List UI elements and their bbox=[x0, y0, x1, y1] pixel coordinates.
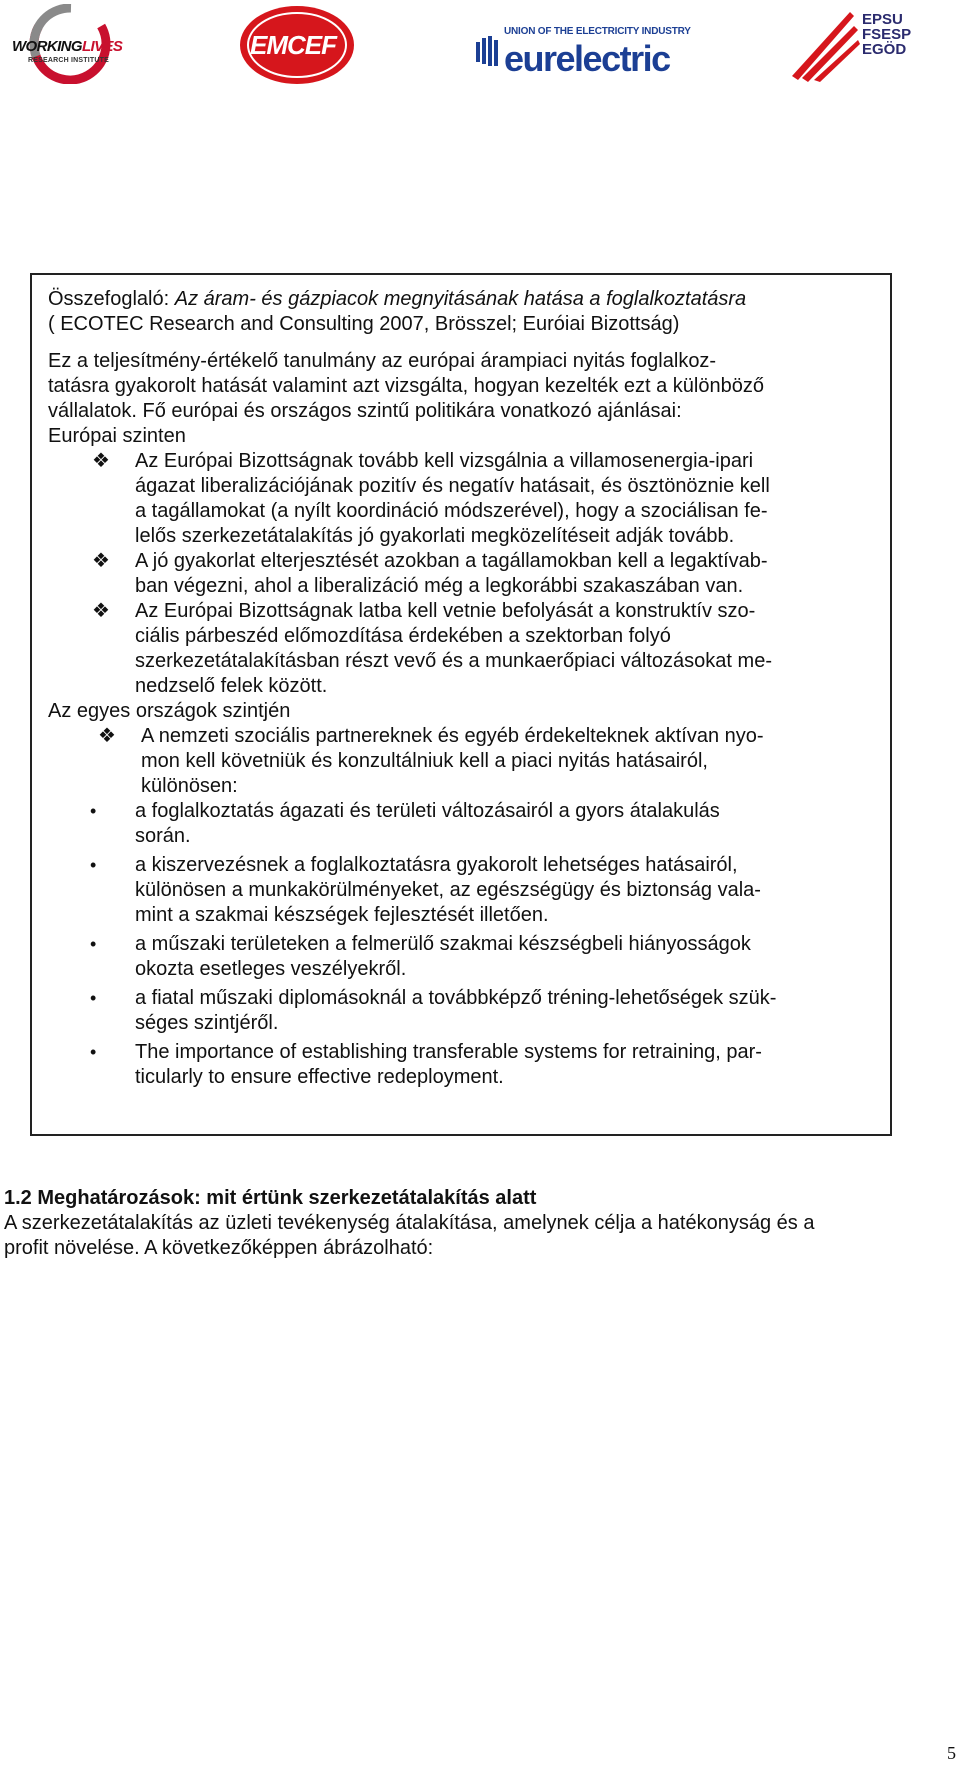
definitions-section bbox=[4, 1186, 958, 1261]
summary-intro-line: vállalatok. Fő európai és országos szintű politikára vonatkozó ajánlásai: bbox=[48, 400, 682, 422]
summary-intro-line: Ez a teljesítmény-értékelő tanulmány az európai árampiaci nyitás foglalkoz- bbox=[48, 350, 717, 372]
diamond-bullet-icon: ❖ bbox=[92, 550, 110, 572]
eurelectric-stars-icon bbox=[474, 36, 504, 76]
section-body-line: A szerkezetátalakítás az üzleti tevékenység átalakítása, amelynek célja a hatékonyság és a bbox=[4, 1212, 815, 1234]
diamond-bullet-icon: ❖ bbox=[92, 450, 110, 472]
epsu-logo bbox=[788, 4, 948, 84]
national-level-heading: Az egyes országok szintjén bbox=[48, 700, 291, 722]
summary-title: Összefoglaló: Az áram- és gázpiacok megnyitásának hatása a foglalkoztatásra bbox=[48, 288, 747, 310]
bullet-icon: • bbox=[90, 855, 97, 875]
epsu-swoosh-icon bbox=[788, 4, 862, 84]
national-sub-bullet: • a foglalkoztatás ágazati és területi változásairól a gyors átalakulás során. bbox=[90, 800, 720, 847]
emcef-wordmark: EMCEF bbox=[250, 30, 336, 60]
working-lives-subtitle: RESEARCH INSTITUTE bbox=[28, 57, 109, 64]
diamond-bullet-icon: ❖ bbox=[92, 600, 110, 622]
eurelectric-tagline: UNION OF THE ELECTRICITY INDUSTRY bbox=[504, 26, 691, 37]
bullet-icon: • bbox=[90, 1042, 97, 1062]
bullet-icon: • bbox=[90, 988, 97, 1008]
national-recommendation-item: ❖ A nemzeti szociális partnereknek és egyéb érdekelteknek aktívan nyo- mon kell követniük és konzultálniuk kell a piaci nyitás hatásairól, különösen: bbox=[98, 725, 764, 797]
section-body-line: profit növelése. A következőképpen ábrázolható: bbox=[4, 1237, 434, 1259]
summary-source: ( ECOTEC Research and Consulting 2007, Brösszel; Euróiai Bizottság) bbox=[48, 313, 680, 335]
summary-box bbox=[30, 273, 892, 1136]
eu-recommendation-item: ❖ Az Európai Bizottságnak latba kell vetnie befolyását a konstruktív szo- ciális párbeszéd előmozdítása érdekében a szektorban folyó szerkezetátalakításban részt vevő és a munkaerőpiaci változásokat me- nedzselő felek között. bbox=[92, 600, 772, 697]
eu-recommendation-item: ❖ A jó gyakorlat elterjesztését azokban a tagállamokban kell a legaktívab- ban végezni, ahol a liberalizáció még a legkorábbi szakaszában van. bbox=[92, 550, 768, 597]
epsu-wordmark: EPSU FSESP EGÖD bbox=[862, 11, 912, 58]
bullet-icon: • bbox=[90, 801, 97, 821]
emcef-logo bbox=[238, 4, 356, 86]
eurelectric-wordmark: eurelectric bbox=[504, 38, 670, 79]
national-sub-bullet: • a műszaki területeken a felmerülő szakmai készségbeli hiányosságok okozta esetleges veszélyekről. bbox=[90, 933, 751, 980]
eu-recommendation-item: ❖ Az Európai Bizottságnak tovább kell vizsgálnia a villamosenergia-ipari ágazat liberalizációjának pozitív és negatív hatásait, és ösztönöznie kell a tagállamokat (a nyílt koordináció módszerével), hogy a szociálisan fe- lelős szerkezetátalakítás jó gyakorlati megközelítéseit adják tovább. bbox=[92, 450, 770, 547]
national-sub-bullet: • a kiszervezésnek a foglalkoztatásra gyakorolt lehetséges hatásairól, különösen a munkakörülményeket, az egészségügy és biztonság vala- mint a szakmai készségek fejlesztését illetően. bbox=[90, 854, 761, 926]
working-lives-logo bbox=[6, 4, 141, 84]
summary-intro-line: tatásra gyakorolt hatását valamint azt vizsgálta, hogyan kezelték ezt a különböző bbox=[48, 375, 764, 397]
national-sub-bullet: • a fiatal műszaki diplomásoknál a továbbképző tréning-lehetőségek szük- séges szintjéről. bbox=[90, 987, 777, 1034]
eu-level-heading: Európai szinten bbox=[48, 425, 186, 447]
eurelectric-logo bbox=[474, 24, 691, 84]
national-sub-bullet: • The importance of establishing transferable systems for retraining, par- ticularly to ensure effective redeployment. bbox=[90, 1041, 762, 1088]
page-number: 5 bbox=[947, 1743, 956, 1763]
section-heading: 1.2 Meghatározások: mit értünk szerkezetátalakítás alatt bbox=[4, 1187, 537, 1209]
working-lives-wordmark: WORKINGLIVES bbox=[12, 38, 123, 55]
diamond-bullet-icon: ❖ bbox=[98, 725, 116, 747]
bullet-icon: • bbox=[90, 934, 97, 954]
header-logos bbox=[0, 0, 960, 90]
